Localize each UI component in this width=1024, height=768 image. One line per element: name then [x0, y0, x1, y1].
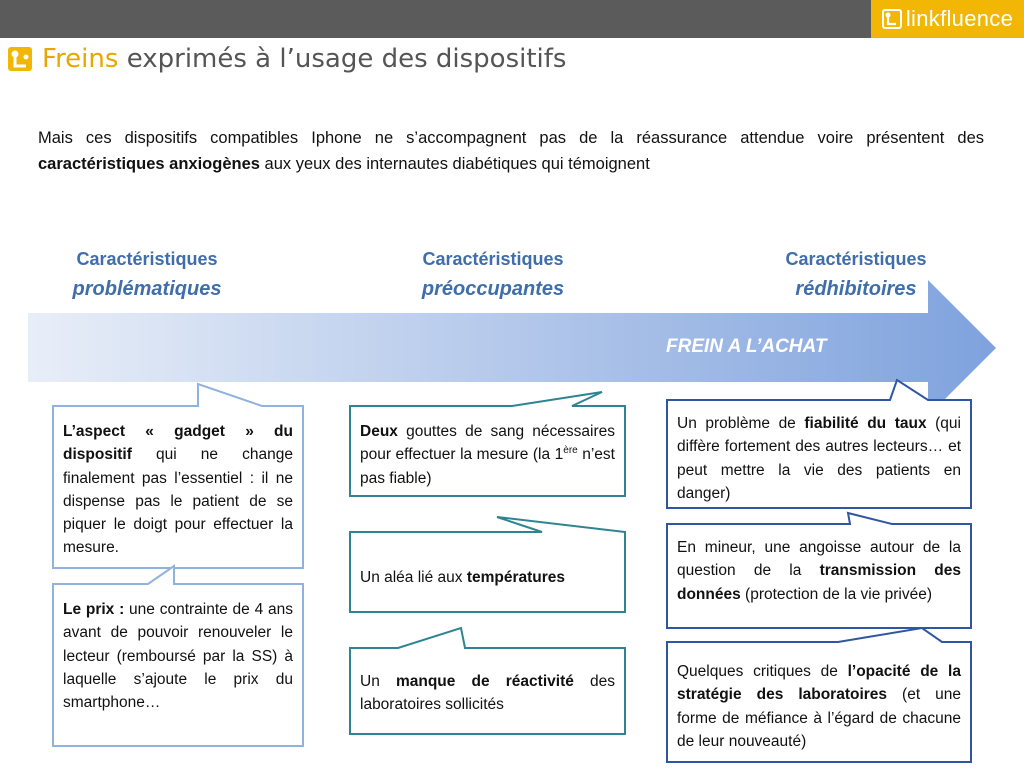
callout-text: En mineur, une angoisse autour de la question de la: [677, 539, 961, 580]
callout-bold: Deux: [360, 423, 398, 440]
callout-text: gouttes de sang nécessaires pour effectuer la mesure (la 1: [360, 423, 615, 464]
callout-text: Un aléa lié aux: [360, 569, 467, 586]
callout-bold: transmission des données: [677, 562, 962, 603]
arrow-label: FREIN A L’ACHAT: [666, 336, 827, 357]
callout-bold: fiabilité du taux: [804, 415, 927, 432]
callout-text: Un: [360, 673, 396, 690]
logo-text: linkfluence: [905, 6, 1014, 31]
callout-opacite: [667, 652, 971, 761]
column-heading-sub: rédhibitoires: [795, 277, 917, 300]
callout-text: Quelques critiques de: [677, 663, 848, 680]
callout-text: Un problème de: [677, 415, 805, 432]
callout-text: des laboratoires sollicités: [360, 673, 615, 714]
callout-text: (et une forme de méfiance à l’égard de chacune de leur nouveauté): [677, 686, 961, 750]
callout-fiabilite: [667, 404, 971, 513]
callout-bold: l’opacité de la stratégie des laboratoires: [677, 663, 961, 704]
column-heading-main: Caractéristiques: [785, 249, 927, 269]
callout-superscript: ère: [563, 445, 578, 457]
intro-bold: caractéristiques anxiogènes: [38, 154, 260, 173]
title-accent: Freins: [42, 44, 119, 74]
title-rest: exprimés à l’usage des dispositifs: [118, 44, 567, 74]
intro-part2: aux yeux des internautes diabétiques qui témoignent: [259, 154, 650, 173]
callout-bold: Le prix :: [63, 601, 125, 618]
callout-text: qui ne change finalement pas l’essentiel : il ne dispense pas le patient de se piquer le doigt pour effectuer la mesure.: [63, 446, 293, 557]
callout-text: (protection de la vie privée): [740, 585, 932, 603]
column-heading-main: Caractéristiques: [422, 249, 564, 269]
callout-bold: manque de réactivité: [395, 673, 574, 690]
callout-temperatures: [350, 558, 625, 597]
callout-bold: températures: [466, 569, 566, 586]
callout-text: une contrainte de 4 ans avant de pouvoir renouveler le lecteur (remboursé par la SS) à laquelle s’ajoute le prix du smartphone…: [63, 601, 293, 711]
callout-bold: L’aspect « gadget » du dispositif: [63, 423, 293, 464]
callout-text: (qui diffère fortement des autres lecteurs… et peut mettre la vie des patients en danger): [677, 415, 961, 502]
callout-reactivite: [350, 662, 625, 725]
callout-transmission: [667, 528, 971, 614]
column-heading-sub: problématiques: [72, 277, 222, 300]
intro-part1: Mais ces dispositifs compatibles Iphone ne s’accompagnent pas de la réassurance attendue voire présentent des: [38, 129, 984, 147]
callout-prix: [53, 590, 303, 722]
callout-gadget: [53, 412, 303, 568]
column-heading-main: Caractéristiques: [76, 249, 218, 269]
callout-gouttes: [350, 412, 625, 498]
column-heading-sub: préoccupantes: [421, 277, 565, 300]
callout-text: n’est pas fiable): [360, 446, 615, 487]
